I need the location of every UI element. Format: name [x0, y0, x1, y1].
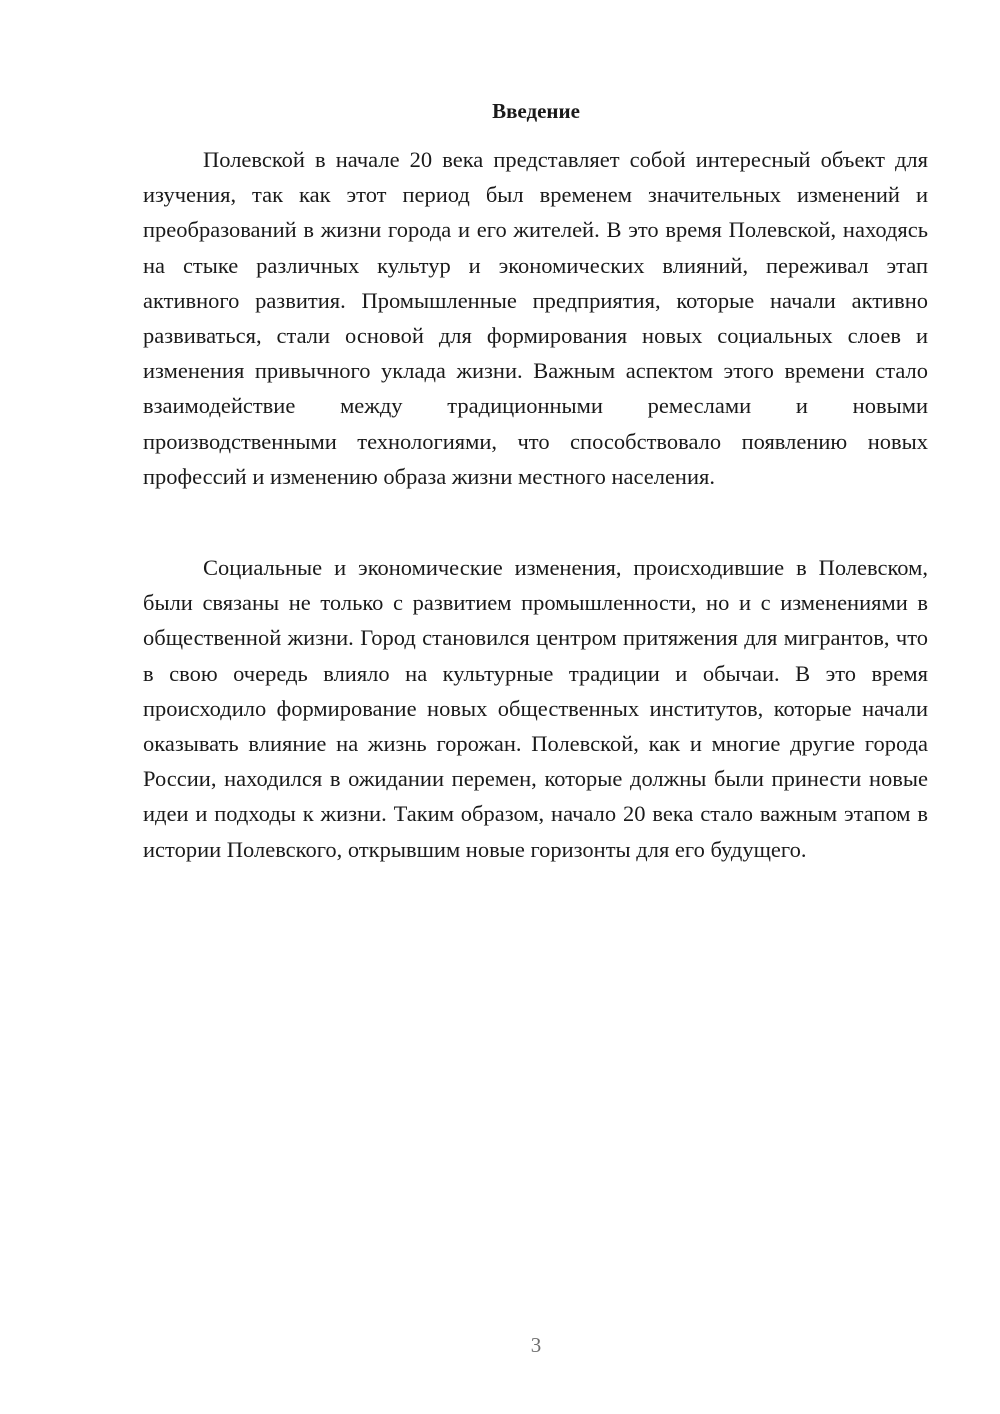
paragraph-2: Социальные и экономические изменения, происходившие в Полевском, были связаны не только с развитием промышленности, но и с изменениями в общественной жизни. Город становился центром притяжения для мигрантов, что в свою очередь влияло на культурные традиции и обычаи. В это время происходило формирование новых общественных институтов, которые начали оказывать влияние на жизнь горожан. Полевской, как и многие другие города России, находился в ожидании перемен, которые должны были принести новые идеи и подходы к жизни. Таким образом, начало 20 века стало важным этапом в истории Полевского, открывшим новые горизонты для его будущего. — [143, 555, 928, 862]
page-number: 3 — [530, 1333, 542, 1357]
section-heading: Введение — [492, 99, 580, 123]
paragraph-1: Полевской в начале 20 века представляет собой интересный объект для изучения, так как этот период был временем значительных изменений и преобразований в жизни города и его жителей. В это время Полевской, находясь на стыке различных культур и экономических влияний, переживал этап активного развития. Промышленные предприятия, которые начали активно развиваться, стали основой для формирования новых социальных слоев и изменения привычного уклада жизни. Важным аспектом этого времени стало взаимодействие между традиционными ремеслами и новыми производственными технологиями, что способствовало появлению новых профессий и изменению образа жизни местного населения. — [143, 147, 928, 489]
